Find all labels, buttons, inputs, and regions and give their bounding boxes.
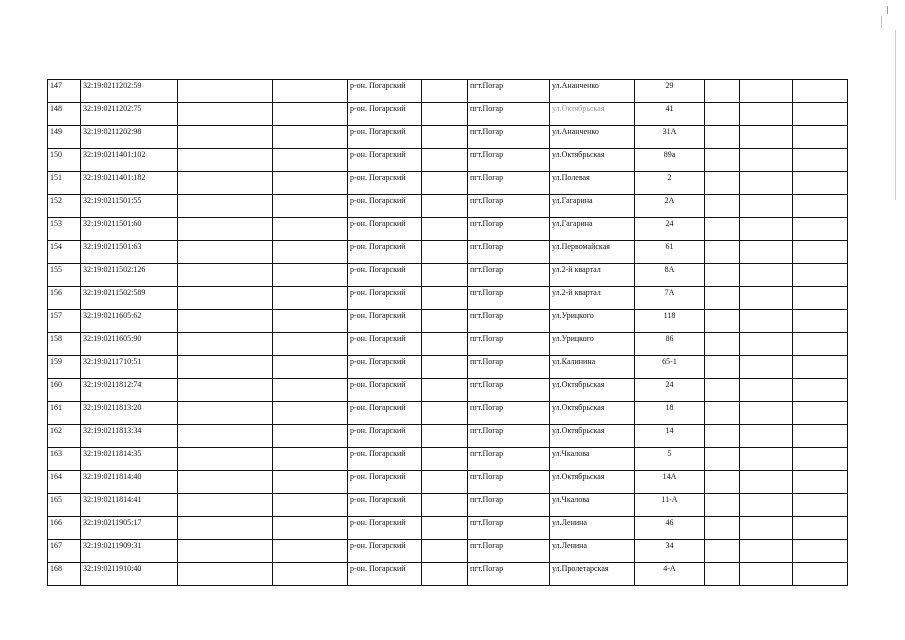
empty-cell [793, 241, 848, 264]
row-number-cell: 162 [48, 425, 81, 448]
empty-cell [422, 264, 468, 287]
empty-cell [705, 241, 740, 264]
street-cell: ул.Октябрьская [550, 149, 635, 172]
scan-edge-mark [895, 30, 896, 200]
empty-cell [178, 540, 273, 563]
empty-cell [178, 195, 273, 218]
cadastral-number-cell: 32:19:0211605:62 [81, 310, 178, 333]
street-cell: ул.Полевая [550, 172, 635, 195]
cadastral-number-cell: 32:19:0211905:17 [81, 517, 178, 540]
empty-cell [705, 448, 740, 471]
district-cell: р-он. Погарский [348, 402, 422, 425]
empty-cell [793, 540, 848, 563]
house-number-cell: 5 [635, 448, 705, 471]
table-row [48, 195, 848, 218]
empty-cell [793, 264, 848, 287]
cadastral-number-cell: 32:19:0211910:40 [81, 563, 178, 586]
empty-cell [422, 471, 468, 494]
empty-cell [273, 494, 348, 517]
district-cell: р-он. Погарский [348, 195, 422, 218]
table-row [48, 80, 848, 103]
empty-cell [793, 356, 848, 379]
house-number-cell: 31А [635, 126, 705, 149]
empty-cell [705, 402, 740, 425]
district-cell: р-он. Погарский [348, 103, 422, 126]
empty-cell [740, 310, 793, 333]
empty-cell [740, 195, 793, 218]
empty-cell [793, 471, 848, 494]
empty-cell [705, 540, 740, 563]
empty-cell [740, 448, 793, 471]
empty-cell [273, 563, 348, 586]
empty-cell [740, 517, 793, 540]
empty-cell [273, 333, 348, 356]
empty-cell [178, 563, 273, 586]
cadastral-number-cell: 32:19:0211813:20 [81, 402, 178, 425]
empty-cell [422, 195, 468, 218]
cadastral-number-cell: 32:19:0211202:75 [81, 103, 178, 126]
street-cell: ул.2-й квартал [550, 287, 635, 310]
settlement-cell: пгт.Погар [468, 379, 550, 402]
empty-cell [273, 218, 348, 241]
empty-cell [422, 218, 468, 241]
row-number-cell: 148 [48, 103, 81, 126]
district-cell: р-он. Погарский [348, 149, 422, 172]
empty-cell [273, 471, 348, 494]
table-row [48, 103, 848, 126]
district-cell: р-он. Погарский [348, 356, 422, 379]
district-cell: р-он. Погарский [348, 287, 422, 310]
empty-cell [705, 425, 740, 448]
empty-cell [178, 310, 273, 333]
house-number-cell: 34 [635, 540, 705, 563]
settlement-cell: пгт.Погар [468, 126, 550, 149]
row-number-cell: 158 [48, 333, 81, 356]
street-cell: ул.Калинина [550, 356, 635, 379]
empty-cell [178, 494, 273, 517]
cadastral-number-cell: 32:19:0211202:98 [81, 126, 178, 149]
district-cell: р-он. Погарский [348, 172, 422, 195]
row-number-cell: 147 [48, 80, 81, 103]
empty-cell [273, 379, 348, 402]
empty-cell [422, 563, 468, 586]
empty-cell [422, 517, 468, 540]
empty-cell [705, 494, 740, 517]
house-number-cell: 118 [635, 310, 705, 333]
empty-cell [273, 195, 348, 218]
district-cell: р-он. Погарский [348, 379, 422, 402]
empty-cell [422, 356, 468, 379]
row-number-cell: 163 [48, 448, 81, 471]
empty-cell [705, 379, 740, 402]
empty-cell [422, 310, 468, 333]
empty-cell [178, 402, 273, 425]
settlement-cell: пгт.Погар [468, 333, 550, 356]
settlement-cell: пгт.Погар [468, 103, 550, 126]
empty-cell [705, 264, 740, 287]
empty-cell [793, 195, 848, 218]
cadastral-number-cell: 32:19:0211814:41 [81, 494, 178, 517]
table-row [48, 471, 848, 494]
empty-cell [178, 425, 273, 448]
empty-cell [178, 287, 273, 310]
cadastral-number-cell: 32:19:0211501:63 [81, 241, 178, 264]
cadastral-number-cell: 32:19:0211401:182 [81, 172, 178, 195]
house-number-cell: 14А [635, 471, 705, 494]
settlement-cell: пгт.Погар [468, 264, 550, 287]
empty-cell [178, 333, 273, 356]
empty-cell [705, 218, 740, 241]
empty-cell [793, 172, 848, 195]
empty-cell [178, 356, 273, 379]
house-number-cell: 24 [635, 379, 705, 402]
empty-cell [273, 425, 348, 448]
house-number-cell: 29 [635, 80, 705, 103]
row-number-cell: 149 [48, 126, 81, 149]
property-registry-table [47, 79, 848, 586]
house-number-cell: 46 [635, 517, 705, 540]
table-row [48, 494, 848, 517]
empty-cell [273, 517, 348, 540]
cadastral-number-cell: 32:19:0211814:40 [81, 471, 178, 494]
district-cell: р-он. Погарский [348, 80, 422, 103]
table-row [48, 563, 848, 586]
row-number-cell: 165 [48, 494, 81, 517]
district-cell: р-он. Погарский [348, 540, 422, 563]
table-row [48, 172, 848, 195]
empty-cell [740, 356, 793, 379]
row-number-cell: 167 [48, 540, 81, 563]
empty-cell [273, 310, 348, 333]
empty-cell [178, 241, 273, 264]
cadastral-number-cell: 32:19:0211401:102 [81, 149, 178, 172]
settlement-cell: пгт.Погар [468, 356, 550, 379]
scan-edge-mark [887, 6, 888, 14]
empty-cell [273, 264, 348, 287]
empty-cell [705, 80, 740, 103]
empty-cell [793, 425, 848, 448]
settlement-cell: пгт.Погар [468, 287, 550, 310]
empty-cell [273, 126, 348, 149]
cadastral-number-cell: 32:19:0211202:59 [81, 80, 178, 103]
street-cell: ул.Гагарина [550, 195, 635, 218]
empty-cell [740, 241, 793, 264]
empty-cell [740, 333, 793, 356]
empty-cell [740, 149, 793, 172]
district-cell: р-он. Погарский [348, 333, 422, 356]
empty-cell [422, 80, 468, 103]
row-number-cell: 166 [48, 517, 81, 540]
empty-cell [273, 287, 348, 310]
table-row [48, 333, 848, 356]
empty-cell [793, 103, 848, 126]
table-row [48, 218, 848, 241]
row-number-cell: 150 [48, 149, 81, 172]
table-row [48, 310, 848, 333]
empty-cell [705, 287, 740, 310]
empty-cell [740, 126, 793, 149]
table-row [48, 264, 848, 287]
table-row [48, 517, 848, 540]
empty-cell [422, 333, 468, 356]
empty-cell [740, 379, 793, 402]
table-row [48, 402, 848, 425]
settlement-cell: пгт.Погар [468, 241, 550, 264]
empty-cell [705, 172, 740, 195]
empty-cell [422, 103, 468, 126]
settlement-cell: пгт.Погар [468, 448, 550, 471]
empty-cell [793, 310, 848, 333]
empty-cell [793, 379, 848, 402]
row-number-cell: 151 [48, 172, 81, 195]
empty-cell [740, 494, 793, 517]
empty-cell [740, 172, 793, 195]
empty-cell [705, 149, 740, 172]
table-row [48, 241, 848, 264]
empty-cell [793, 448, 848, 471]
cadastral-number-cell: 32:19:0211814:35 [81, 448, 178, 471]
house-number-cell: 41 [635, 103, 705, 126]
empty-cell [178, 218, 273, 241]
row-number-cell: 153 [48, 218, 81, 241]
district-cell: р-он. Погарский [348, 563, 422, 586]
scan-edge-mark [881, 16, 882, 28]
empty-cell [793, 494, 848, 517]
district-cell: р-он. Погарский [348, 517, 422, 540]
empty-cell [178, 80, 273, 103]
settlement-cell: пгт.Погар [468, 563, 550, 586]
row-number-cell: 161 [48, 402, 81, 425]
empty-cell [422, 402, 468, 425]
cadastral-number-cell: 32:19:0211502:126 [81, 264, 178, 287]
settlement-cell: пгт.Погар [468, 425, 550, 448]
cadastral-number-cell: 32:19:0211502:589 [81, 287, 178, 310]
empty-cell [422, 379, 468, 402]
empty-cell [705, 126, 740, 149]
cadastral-number-cell: 32:19:0211812:74 [81, 379, 178, 402]
street-cell: ул.2-й квартал [550, 264, 635, 287]
settlement-cell: пгт.Погар [468, 494, 550, 517]
settlement-cell: пгт.Погар [468, 149, 550, 172]
table-row [48, 379, 848, 402]
cadastral-number-cell: 32:19:0211710:51 [81, 356, 178, 379]
empty-cell [273, 448, 348, 471]
street-cell: ул.Октябрьская [550, 103, 635, 126]
row-number-cell: 155 [48, 264, 81, 287]
empty-cell [178, 517, 273, 540]
empty-cell [422, 287, 468, 310]
table-row [48, 425, 848, 448]
street-cell: ул.Чкалова [550, 494, 635, 517]
empty-cell [793, 287, 848, 310]
empty-cell [178, 471, 273, 494]
house-number-cell: 11-А [635, 494, 705, 517]
empty-cell [740, 103, 793, 126]
empty-cell [178, 126, 273, 149]
row-number-cell: 154 [48, 241, 81, 264]
street-cell: ул.Пролетарская [550, 563, 635, 586]
empty-cell [793, 402, 848, 425]
street-cell: ул.Урицкого [550, 333, 635, 356]
settlement-cell: пгт.Погар [468, 540, 550, 563]
street-cell: ул.Октябрьская [550, 471, 635, 494]
cadastral-number-cell: 32:19:0211813:34 [81, 425, 178, 448]
empty-cell [422, 172, 468, 195]
empty-cell [793, 517, 848, 540]
street-cell: ул.Ананченко [550, 80, 635, 103]
street-cell: ул.Гагарина [550, 218, 635, 241]
house-number-cell: 2 [635, 172, 705, 195]
empty-cell [740, 471, 793, 494]
table-row [48, 356, 848, 379]
district-cell: р-он. Погарский [348, 218, 422, 241]
street-cell: ул.Октябрьская [550, 402, 635, 425]
table-body [48, 80, 848, 586]
table-row [48, 287, 848, 310]
empty-cell [740, 402, 793, 425]
cadastral-number-cell: 32:19:0211605:90 [81, 333, 178, 356]
empty-cell [740, 80, 793, 103]
house-number-cell: 8А [635, 264, 705, 287]
empty-cell [422, 448, 468, 471]
house-number-cell: 89а [635, 149, 705, 172]
cadastral-number-cell: 32:19:0211501:60 [81, 218, 178, 241]
row-number-cell: 164 [48, 471, 81, 494]
street-cell: ул.Ленина [550, 540, 635, 563]
empty-cell [740, 218, 793, 241]
empty-cell [422, 540, 468, 563]
street-cell: ул.Первомайская [550, 241, 635, 264]
settlement-cell: пгт.Погар [468, 310, 550, 333]
cadastral-number-cell: 32:19:0211501:55 [81, 195, 178, 218]
empty-cell [705, 310, 740, 333]
empty-cell [422, 425, 468, 448]
empty-cell [273, 241, 348, 264]
settlement-cell: пгт.Погар [468, 172, 550, 195]
street-cell: ул.Октябрьская [550, 425, 635, 448]
empty-cell [273, 80, 348, 103]
table-row [48, 540, 848, 563]
house-number-cell: 2А [635, 195, 705, 218]
house-number-cell: 61 [635, 241, 705, 264]
row-number-cell: 160 [48, 379, 81, 402]
empty-cell [793, 333, 848, 356]
district-cell: р-он. Погарский [348, 264, 422, 287]
district-cell: р-он. Погарский [348, 241, 422, 264]
table-row [48, 126, 848, 149]
empty-cell [273, 356, 348, 379]
settlement-cell: пгт.Погар [468, 195, 550, 218]
empty-cell [705, 517, 740, 540]
empty-cell [422, 494, 468, 517]
empty-cell [178, 103, 273, 126]
empty-cell [793, 149, 848, 172]
empty-cell [273, 402, 348, 425]
settlement-cell: пгт.Погар [468, 80, 550, 103]
empty-cell [705, 356, 740, 379]
empty-cell [705, 563, 740, 586]
empty-cell [178, 172, 273, 195]
row-number-cell: 156 [48, 287, 81, 310]
table-row [48, 149, 848, 172]
house-number-cell: 7А [635, 287, 705, 310]
empty-cell [793, 218, 848, 241]
district-cell: р-он. Погарский [348, 310, 422, 333]
empty-cell [178, 149, 273, 172]
cadastral-number-cell: 32:19:0211909:31 [81, 540, 178, 563]
row-number-cell: 159 [48, 356, 81, 379]
house-number-cell: 24 [635, 218, 705, 241]
empty-cell [793, 563, 848, 586]
settlement-cell: пгт.Погар [468, 517, 550, 540]
settlement-cell: пгт.Погар [468, 218, 550, 241]
empty-cell [793, 80, 848, 103]
house-number-cell: 4-А [635, 563, 705, 586]
empty-cell [705, 333, 740, 356]
empty-cell [705, 471, 740, 494]
empty-cell [273, 172, 348, 195]
empty-cell [422, 241, 468, 264]
settlement-cell: пгт.Погар [468, 402, 550, 425]
street-cell: ул.Чкалова [550, 448, 635, 471]
empty-cell [273, 540, 348, 563]
empty-cell [740, 264, 793, 287]
empty-cell [740, 287, 793, 310]
row-number-cell: 168 [48, 563, 81, 586]
street-cell: ул.Ананченко [550, 126, 635, 149]
row-number-cell: 152 [48, 195, 81, 218]
empty-cell [273, 103, 348, 126]
empty-cell [705, 103, 740, 126]
street-cell: ул.Урицкого [550, 310, 635, 333]
empty-cell [178, 379, 273, 402]
table-row [48, 448, 848, 471]
house-number-cell: 86 [635, 333, 705, 356]
empty-cell [705, 195, 740, 218]
district-cell: р-он. Погарский [348, 448, 422, 471]
district-cell: р-он. Погарский [348, 494, 422, 517]
empty-cell [422, 126, 468, 149]
empty-cell [793, 126, 848, 149]
empty-cell [740, 540, 793, 563]
house-number-cell: 18 [635, 402, 705, 425]
house-number-cell: 65-1 [635, 356, 705, 379]
empty-cell [422, 149, 468, 172]
street-cell: ул.Ленина [550, 517, 635, 540]
empty-cell [740, 425, 793, 448]
empty-cell [178, 264, 273, 287]
street-cell: ул.Октябрьская [550, 379, 635, 402]
house-number-cell: 14 [635, 425, 705, 448]
district-cell: р-он. Погарский [348, 471, 422, 494]
settlement-cell: пгт.Погар [468, 471, 550, 494]
empty-cell [740, 563, 793, 586]
district-cell: р-он. Погарский [348, 425, 422, 448]
empty-cell [273, 149, 348, 172]
district-cell: р-он. Погарский [348, 126, 422, 149]
empty-cell [178, 448, 273, 471]
row-number-cell: 157 [48, 310, 81, 333]
